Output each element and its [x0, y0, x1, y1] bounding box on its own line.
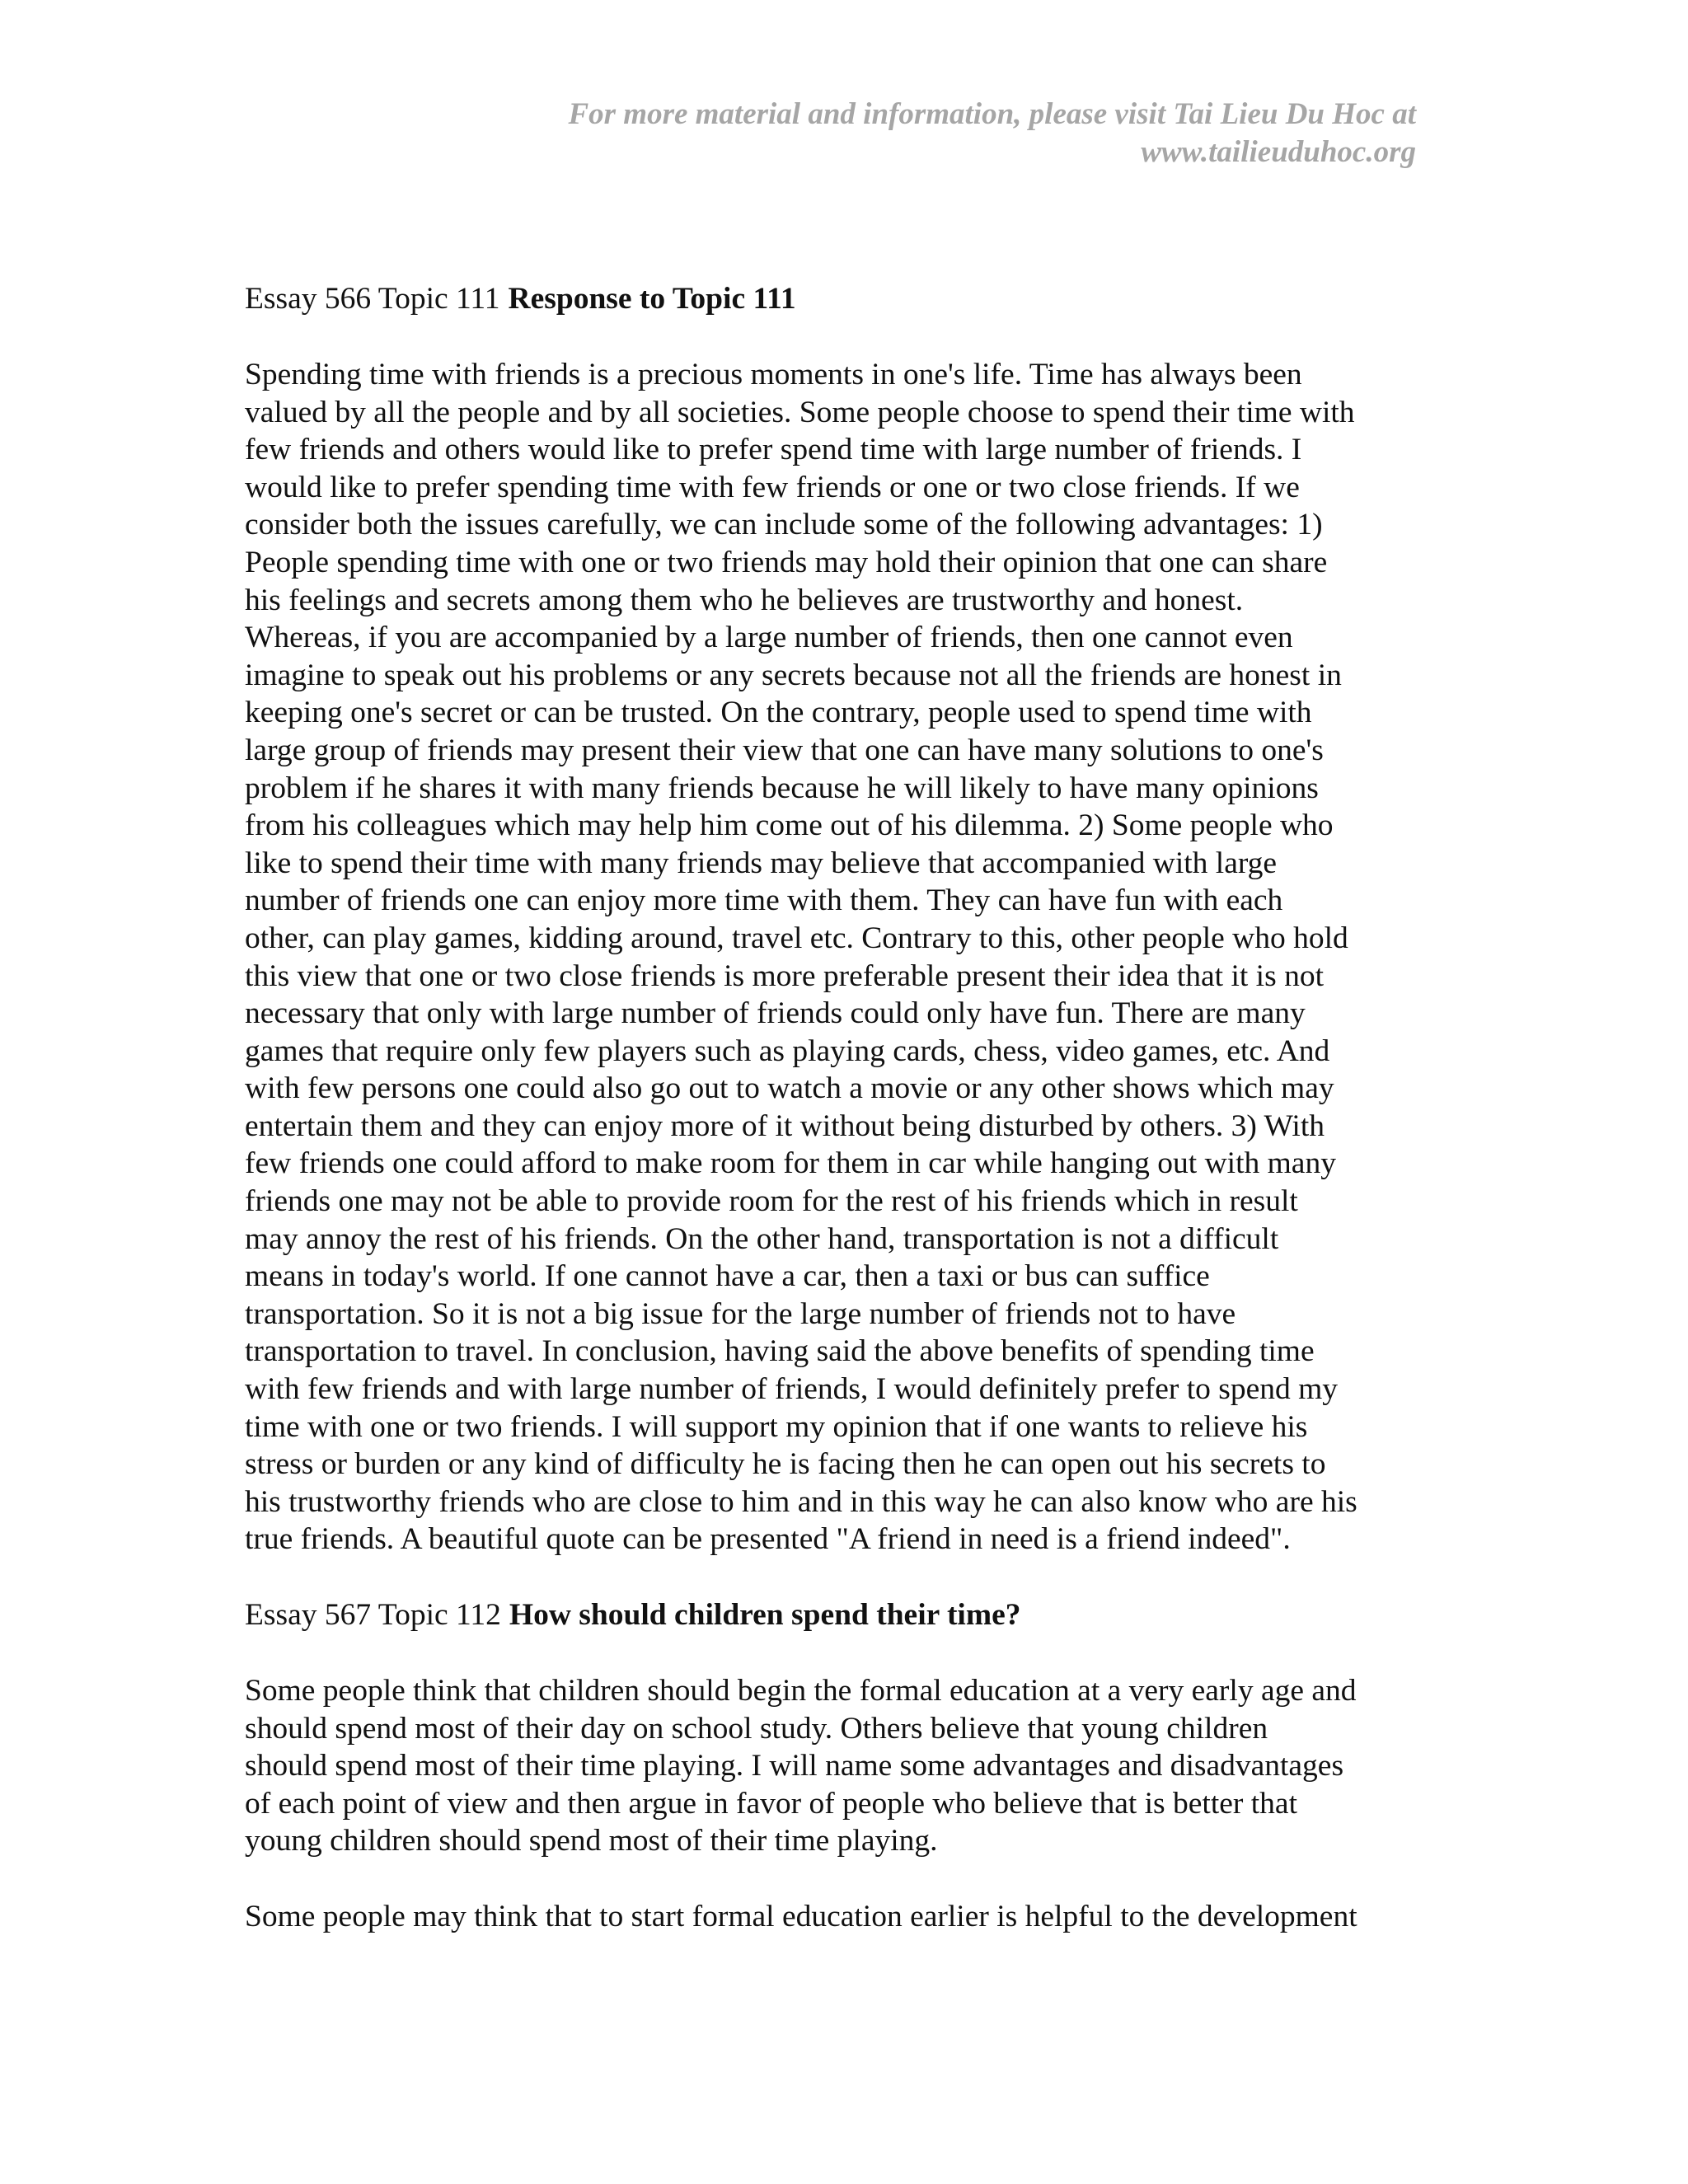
essay-heading [245, 280, 1423, 318]
text-line: valued by all the people and by all societies. Some people choose to spend their time with [245, 395, 1355, 429]
text-line: may annoy the rest of his friends. On the other hand, transportation is not a difficult [245, 1221, 1279, 1256]
text-line: Whereas, if you are accompanied by a large number of friends, then one cannot even [245, 621, 1293, 655]
essay-title: How should children spend their time? [509, 1598, 1021, 1632]
essay-paragraph [245, 1672, 1423, 1860]
essay-label: Essay 566 Topic 111 [245, 282, 500, 316]
text-line: should spend most of their day on school study. Others believe that young children [245, 1711, 1268, 1746]
text-line: stress or burden or any kind of difficulty he is facing then he can open out his secrets to [245, 1447, 1326, 1482]
text-line: number of friends one can enjoy more time with them. They can have fun with each [245, 883, 1283, 918]
text-line: true friends. A beautiful quote can be presented "A friend in need is a friend indeed". [245, 1522, 1291, 1557]
text-line: necessary that only with large number of friends could only have fun. There are many [245, 996, 1306, 1031]
text-line: transportation to travel. In conclusion, having said the above benefits of spending time [245, 1334, 1315, 1369]
essay-label: Essay 567 Topic 112 [245, 1598, 501, 1632]
text-line: like to spend their time with many friends may believe that accompanied with large [245, 846, 1278, 880]
essay-paragraph [245, 1898, 1423, 1936]
text-line: problem if he shares it with many friends because he will likely to have many opinions [245, 771, 1319, 805]
document-body [245, 280, 1423, 1974]
text-line: other, can play games, kidding around, travel etc. Contrary to this, other people who hold [245, 921, 1348, 955]
text-line: games that require only few players such as playing cards, chess, video games, etc. And [245, 1033, 1330, 1068]
text-line: with few friends and with large number of friends, I would definitely prefer to spend my [245, 1372, 1339, 1407]
text-line: of each point of view and then argue in favor of people who believe that is better that [245, 1786, 1297, 1821]
text-line: would like to prefer spending time with few friends or one or two close friends. If we [245, 470, 1300, 504]
text-line: few friends and others would like to prefer spend time with large number of friends. I [245, 433, 1302, 467]
text-line: his feelings and secrets among them who he believes are trustworthy and honest. [245, 583, 1244, 617]
text-line: means in today's world. If one cannot have a car, then a taxi or bus can suffice [245, 1259, 1210, 1294]
header-note-line: For more material and information, please visit Tai Lieu Du Hoc at [568, 97, 1416, 131]
text-line: imagine to speak out his problems or any secrets because not all the friends are honest in [245, 658, 1342, 692]
text-line: entertain them and they can enjoy more of it without being disturbed by others. 3) With [245, 1108, 1325, 1143]
text-line: keeping one's secret or can be trusted. On the contrary, people used to spend time with [245, 696, 1312, 730]
text-line: young children should spend most of their time playing. [245, 1824, 938, 1858]
text-line: time with one or two friends. I will support my opinion that if one wants to relieve his [245, 1409, 1308, 1444]
text-line: large group of friends may present their view that one can have many solutions to one's [245, 733, 1324, 767]
text-line: few friends one could afford to make room for them in car while hanging out with many [245, 1146, 1336, 1181]
text-line: People spending time with one or two friends may hold their opinion that one can share [245, 545, 1328, 579]
text-line: with few persons one could also go out to watch a movie or any other shows which may [245, 1071, 1334, 1106]
text-line: his trustworthy friends who are close to him and in this way he can also know who are his [245, 1484, 1357, 1519]
text-line: should spend most of their time playing. I will name some advantages and disadvantages [245, 1749, 1344, 1783]
text-line: friends one may not be able to provide room for the rest of his friends which in result [245, 1184, 1298, 1219]
header-note [427, 96, 1416, 171]
essay-heading [245, 1596, 1423, 1634]
text-line: transportation. So it is not a big issue for the large number of friends not to have [245, 1296, 1236, 1331]
essay-paragraph [245, 356, 1423, 1558]
text-line: Some people may think that to start formal education earlier is helpful to the development [245, 1899, 1357, 1933]
text-line: from his colleagues which may help him come out of his dilemma. 2) Some people who [245, 808, 1334, 843]
text-line: Spending time with friends is a precious moments in one's life. Time has always been [245, 358, 1302, 391]
header-note-url: www.tailieuduhoc.org [1141, 135, 1416, 169]
text-line: consider both the issues carefully, we can include some of the following advantages: 1) [245, 508, 1323, 542]
text-line: this view that one or two close friends is more preferable present their idea that it is not [245, 958, 1324, 993]
text-line: Some people think that children should begin the formal education at a very early age and [245, 1674, 1357, 1708]
essay-title: Response to Topic 111 [508, 282, 796, 316]
